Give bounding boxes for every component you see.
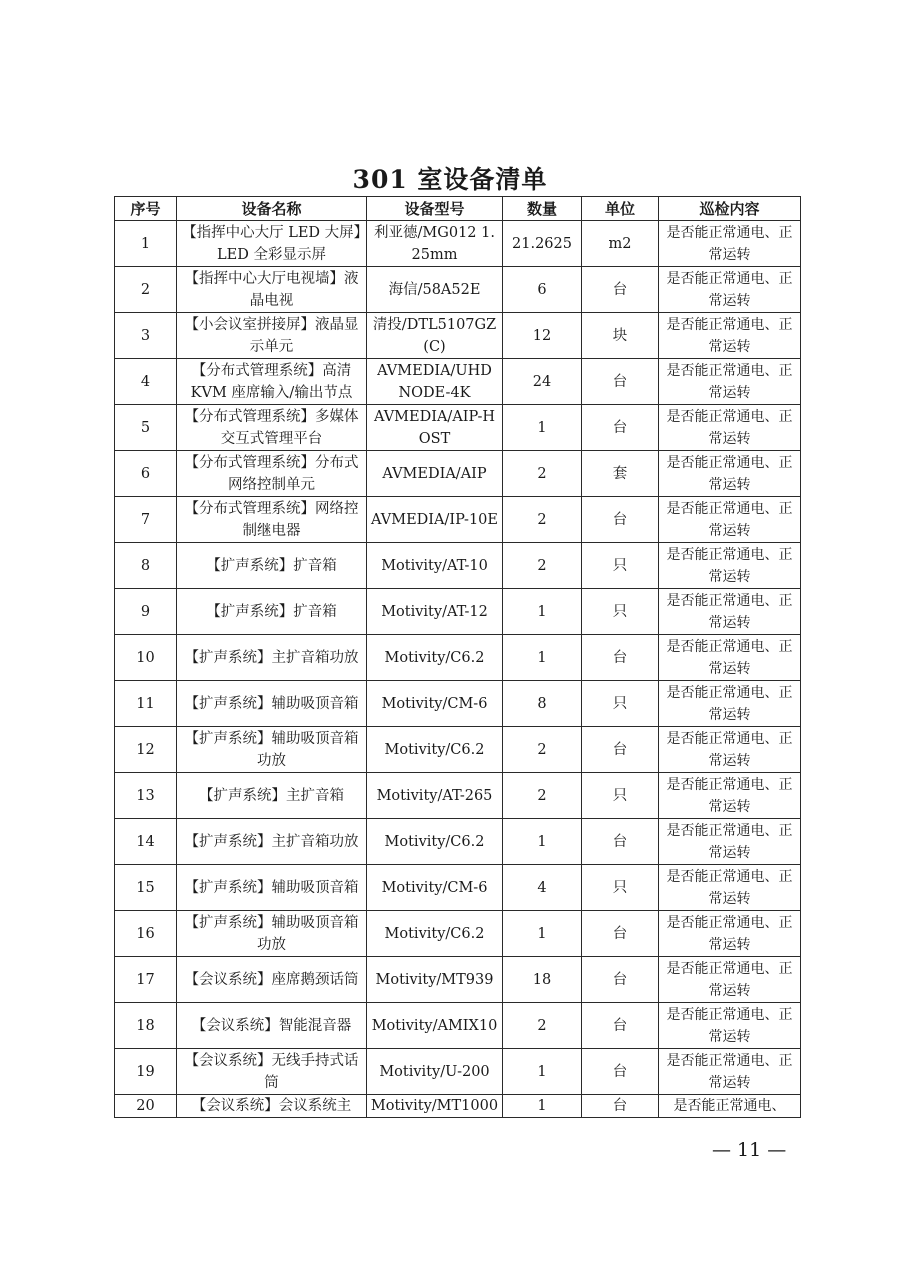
cell-inspection: 是否能正常通电、 [659,1095,801,1118]
table-row [115,497,801,543]
cell-unit: 台 [582,1003,659,1049]
cell-quantity: 2 [503,773,582,819]
cell-model: AVMEDIA/IP-10E [367,497,503,543]
cell-index: 5 [115,405,177,451]
cell-name: 【扩声系统】辅助吸顶音箱功放 [177,727,367,773]
cell-index: 16 [115,911,177,957]
header-unit: 单位 [582,197,659,221]
cell-name: 【分布式管理系统】多媒体交互式管理平台 [177,405,367,451]
cell-index: 20 [115,1095,177,1118]
table-row [115,957,801,1003]
cell-quantity: 6 [503,267,582,313]
cell-index: 12 [115,727,177,773]
cell-unit: 台 [582,911,659,957]
cell-inspection: 是否能正常通电、正常运转 [659,1049,801,1095]
cell-name: 【小会议室拼接屏】液晶显示单元 [177,313,367,359]
cell-unit: m2 [582,221,659,267]
cell-quantity: 2 [503,1003,582,1049]
header-model: 设备型号 [367,197,503,221]
cell-name: 【指挥中心大厅电视墙】液晶电视 [177,267,367,313]
cell-model: 利亚德/MG012 1.25mm [367,221,503,267]
table-body [115,221,801,1118]
cell-name: 【会议系统】无线手持式话筒 [177,1049,367,1095]
cell-index: 15 [115,865,177,911]
cell-inspection: 是否能正常通电、正常运转 [659,727,801,773]
cell-model: Motivity/C6.2 [367,819,503,865]
header-index: 序号 [115,197,177,221]
cell-name: 【会议系统】座席鹅颈话筒 [177,957,367,1003]
cell-model: Motivity/C6.2 [367,635,503,681]
cell-unit: 台 [582,1049,659,1095]
cell-name: 【指挥中心大厅 LED 大屏】LED 全彩显示屏 [177,221,367,267]
cell-index: 14 [115,819,177,865]
table-row [115,727,801,773]
cell-quantity: 18 [503,957,582,1003]
cell-quantity: 1 [503,635,582,681]
page-title: 301 室设备清单 [352,165,548,194]
cell-unit: 块 [582,313,659,359]
cell-unit: 台 [582,405,659,451]
cell-quantity: 1 [503,589,582,635]
cell-index: 9 [115,589,177,635]
cell-inspection: 是否能正常通电、正常运转 [659,497,801,543]
cell-index: 8 [115,543,177,589]
cell-index: 13 [115,773,177,819]
cell-inspection: 是否能正常通电、正常运转 [659,681,801,727]
cell-inspection: 是否能正常通电、正常运转 [659,543,801,589]
cell-quantity: 1 [503,911,582,957]
cell-unit: 台 [582,635,659,681]
cell-name: 【会议系统】智能混音器 [177,1003,367,1049]
cell-inspection: 是否能正常通电、正常运转 [659,635,801,681]
cell-model: Motivity/CM-6 [367,681,503,727]
cell-model: Motivity/MT1000 [367,1095,503,1118]
cell-inspection: 是否能正常通电、正常运转 [659,957,801,1003]
cell-quantity: 8 [503,681,582,727]
cell-name: 【分布式管理系统】网络控制继电器 [177,497,367,543]
cell-index: 7 [115,497,177,543]
table-row [115,819,801,865]
cell-unit: 只 [582,865,659,911]
cell-inspection: 是否能正常通电、正常运转 [659,313,801,359]
cell-index: 10 [115,635,177,681]
cell-model: AVMEDIA/AIP [367,451,503,497]
cell-model: 海信/58A52E [367,267,503,313]
table-row [115,589,801,635]
table-row [115,1049,801,1095]
cell-model: Motivity/AMIX10 [367,1003,503,1049]
cell-unit: 台 [582,497,659,543]
cell-unit: 只 [582,773,659,819]
cell-quantity: 4 [503,865,582,911]
cell-index: 18 [115,1003,177,1049]
cell-model: Motivity/C6.2 [367,911,503,957]
cell-inspection: 是否能正常通电、正常运转 [659,359,801,405]
table-row [115,1003,801,1049]
cell-quantity: 21.2625 [503,221,582,267]
cell-unit: 台 [582,359,659,405]
cell-model: Motivity/AT-265 [367,773,503,819]
cell-index: 3 [115,313,177,359]
table-row [115,681,801,727]
cell-model: Motivity/MT939 [367,957,503,1003]
cell-model: Motivity/AT-10 [367,543,503,589]
cell-model: Motivity/AT-12 [367,589,503,635]
table-header-row [115,197,801,221]
cell-unit: 台 [582,727,659,773]
cell-quantity: 2 [503,543,582,589]
cell-name: 【会议系统】会议系统主 [177,1095,367,1118]
page-number: — 11 — [712,1139,787,1161]
cell-quantity: 1 [503,819,582,865]
cell-name: 【分布式管理系统】分布式网络控制单元 [177,451,367,497]
cell-quantity: 12 [503,313,582,359]
table-row [115,773,801,819]
cell-inspection: 是否能正常通电、正常运转 [659,221,801,267]
cell-index: 17 [115,957,177,1003]
cell-quantity: 1 [503,1049,582,1095]
cell-unit: 只 [582,681,659,727]
cell-index: 4 [115,359,177,405]
cell-model: AVMEDIA/AIP-HOST [367,405,503,451]
header-name: 设备名称 [177,197,367,221]
table-row [115,451,801,497]
cell-inspection: 是否能正常通电、正常运转 [659,589,801,635]
cell-name: 【扩声系统】扩音箱 [177,543,367,589]
header-quantity: 数量 [503,197,582,221]
cell-quantity: 2 [503,451,582,497]
cell-inspection: 是否能正常通电、正常运转 [659,405,801,451]
cell-name: 【扩声系统】辅助吸顶音箱 [177,865,367,911]
cell-inspection: 是否能正常通电、正常运转 [659,451,801,497]
cell-model: Motivity/C6.2 [367,727,503,773]
cell-inspection: 是否能正常通电、正常运转 [659,773,801,819]
cell-index: 19 [115,1049,177,1095]
cell-unit: 台 [582,1095,659,1118]
cell-name: 【扩声系统】扩音箱 [177,589,367,635]
cell-index: 2 [115,267,177,313]
cell-model: Motivity/CM-6 [367,865,503,911]
cell-index: 1 [115,221,177,267]
cell-name: 【扩声系统】主扩音箱功放 [177,635,367,681]
cell-name: 【分布式管理系统】高清 KVM 座席输入/输出节点 [177,359,367,405]
cell-name: 【扩声系统】主扩音箱功放 [177,819,367,865]
cell-unit: 套 [582,451,659,497]
table-row [115,359,801,405]
cell-unit: 台 [582,819,659,865]
cell-index: 11 [115,681,177,727]
cell-model: 清投/DTL5107GZ(C) [367,313,503,359]
cell-inspection: 是否能正常通电、正常运转 [659,819,801,865]
cell-model: AVMEDIA/UHD NODE-4K [367,359,503,405]
table-row [115,911,801,957]
cell-quantity: 1 [503,1095,582,1118]
cell-unit: 台 [582,957,659,1003]
cell-name: 【扩声系统】辅助吸顶音箱 [177,681,367,727]
cell-index: 6 [115,451,177,497]
cell-inspection: 是否能正常通电、正常运转 [659,267,801,313]
cell-unit: 只 [582,589,659,635]
table-row [115,865,801,911]
cell-name: 【扩声系统】主扩音箱 [177,773,367,819]
table-row [115,543,801,589]
cell-quantity: 2 [503,727,582,773]
cell-quantity: 24 [503,359,582,405]
cell-inspection: 是否能正常通电、正常运转 [659,1003,801,1049]
equipment-table [114,196,801,1118]
table-row [115,635,801,681]
cell-inspection: 是否能正常通电、正常运转 [659,865,801,911]
cell-unit: 台 [582,267,659,313]
table-row [115,221,801,267]
cell-unit: 只 [582,543,659,589]
cell-name: 【扩声系统】辅助吸顶音箱功放 [177,911,367,957]
table-row [115,405,801,451]
cell-quantity: 1 [503,405,582,451]
table-row [115,1095,801,1118]
cell-quantity: 2 [503,497,582,543]
table-row [115,267,801,313]
cell-model: Motivity/U-200 [367,1049,503,1095]
table-row [115,313,801,359]
header-inspection: 巡检内容 [659,197,801,221]
cell-inspection: 是否能正常通电、正常运转 [659,911,801,957]
